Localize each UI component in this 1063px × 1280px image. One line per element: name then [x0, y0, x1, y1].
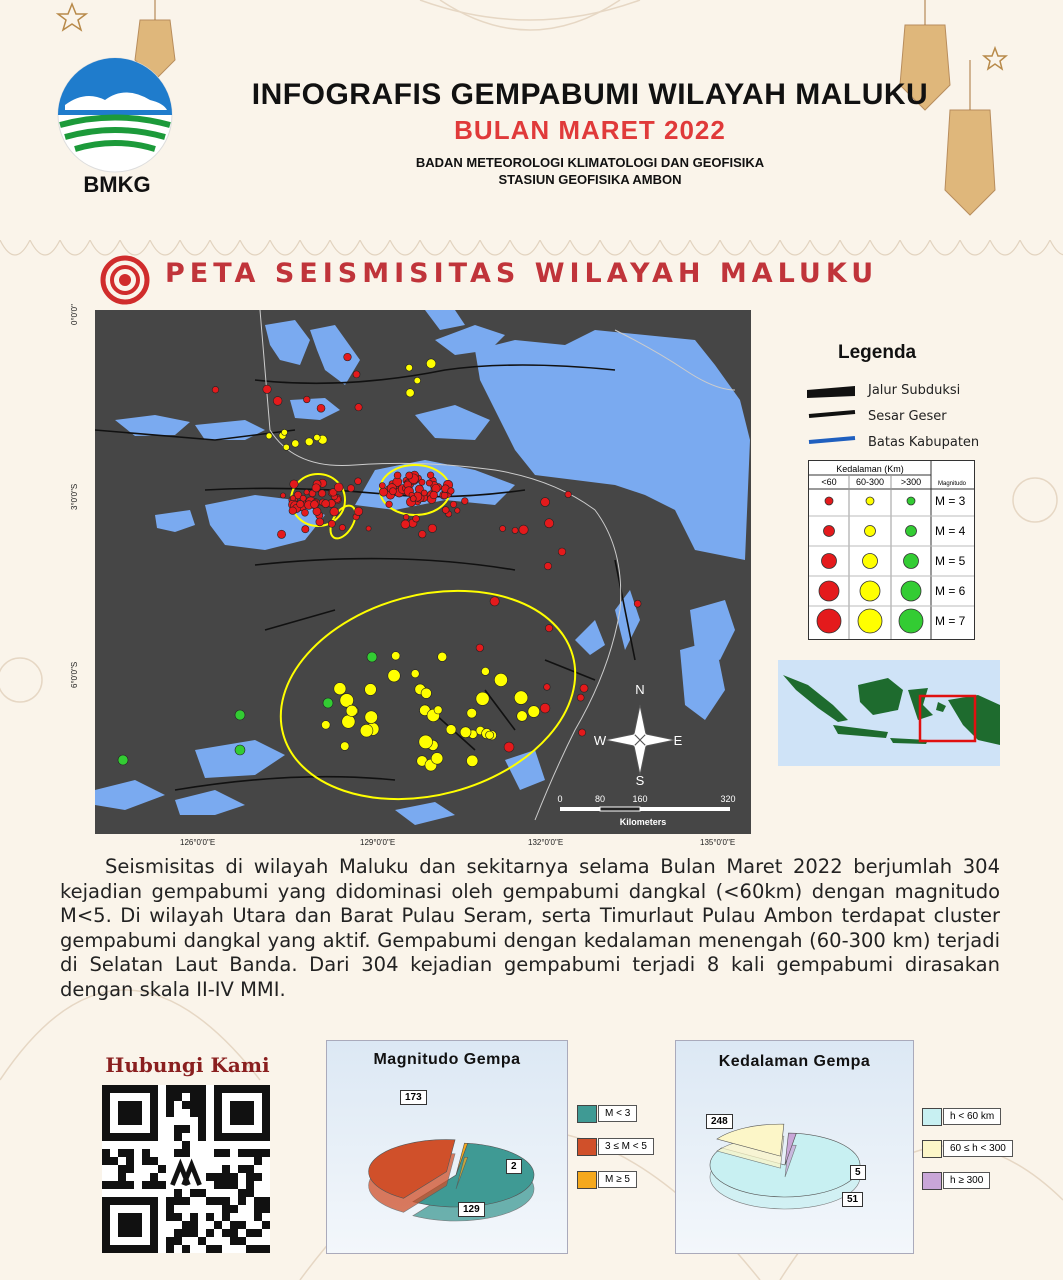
earthquake-point — [419, 735, 433, 749]
earthquake-point — [528, 706, 540, 718]
lon-label-2: 129°0'0"E — [360, 838, 396, 847]
compass-n: N — [635, 682, 645, 697]
earthquake-point — [391, 652, 400, 661]
legend-circle — [817, 609, 841, 633]
earthquake-point — [235, 710, 245, 720]
earthquake-point — [434, 706, 442, 714]
legend-circle — [904, 554, 919, 569]
earthquake-point — [317, 404, 325, 412]
earthquake-point — [419, 479, 425, 485]
earthquake-point — [414, 377, 420, 383]
depth-col-mid: 60-300 — [855, 477, 885, 487]
earthquake-point — [517, 711, 528, 722]
earthquake-point — [411, 670, 419, 678]
legend-circle — [824, 526, 835, 537]
earthquake-point — [421, 490, 427, 496]
earthquake-point — [565, 491, 571, 497]
magnitude-chart-title: Magnitudo Gempa — [373, 1051, 521, 1068]
earthquake-point — [328, 520, 335, 527]
legend-circle — [865, 526, 876, 537]
earthquake-point — [311, 501, 319, 509]
earthquake-point — [360, 724, 373, 737]
legend-circle — [907, 497, 915, 505]
legend-mag-row: M = 6 — [935, 584, 966, 598]
earthquake-point — [289, 507, 297, 515]
earthquake-point — [578, 729, 585, 736]
earthquake-point — [290, 480, 298, 488]
earthquake-point — [558, 548, 566, 556]
earthquake-point — [354, 507, 362, 515]
earthquake-point — [273, 397, 282, 406]
earthquake-point — [394, 472, 401, 479]
logo-text: BMKG — [83, 172, 151, 197]
earthquake-point — [277, 530, 285, 538]
earthquake-point — [476, 692, 489, 705]
earthquake-point — [460, 727, 471, 738]
earthquake-point — [323, 698, 333, 708]
lat-label-3: 6°0'0"S — [70, 661, 79, 688]
earthquake-point — [512, 527, 518, 533]
earthquake-point — [438, 652, 447, 661]
earthquake-point — [541, 498, 550, 507]
earthquake-point — [406, 472, 413, 479]
earthquake-point — [212, 386, 219, 393]
compass-s: S — [635, 773, 645, 788]
description-paragraph — [60, 855, 1000, 1002]
earthquake-point — [316, 518, 324, 526]
compass-e: E — [673, 733, 683, 748]
earthquake-point — [514, 691, 528, 705]
earthquake-point — [427, 472, 434, 479]
earthquake-point — [426, 480, 432, 486]
earthquake-point — [476, 644, 484, 652]
earthquake-point — [461, 498, 468, 505]
earthquake-point — [118, 755, 128, 765]
earthquake-point — [366, 526, 371, 531]
earthquake-point — [580, 684, 588, 692]
depth-swatch-2 — [922, 1172, 942, 1190]
earthquake-point — [303, 396, 310, 403]
earthquake-point — [305, 438, 313, 446]
earthquake-point — [235, 745, 245, 755]
earthquake-point — [334, 483, 343, 492]
depth-chart-title: Kedalaman Gempa — [718, 1053, 871, 1070]
depth-pie — [675, 1040, 912, 1252]
earthquake-point — [388, 670, 400, 682]
magnitude-legend-0: M < 3 — [598, 1105, 637, 1122]
scale-tick-2: 160 — [632, 794, 648, 804]
earthquake-point — [504, 742, 514, 752]
earthquake-point — [314, 434, 321, 441]
depth-label-2: 5 — [850, 1165, 866, 1180]
magnitude-label-2: 2 — [506, 1159, 522, 1174]
earthquake-point — [545, 625, 552, 632]
earthquake-point — [297, 500, 304, 507]
legend-title: Legenda — [838, 342, 917, 363]
earthquake-point — [544, 562, 551, 569]
earthquake-point — [467, 708, 477, 718]
earthquake-point — [455, 508, 460, 513]
depth-swatch-0 — [922, 1108, 942, 1126]
legend-district-boundary: Batas Kabupaten — [868, 435, 980, 450]
magnitude-label-0: 173 — [400, 1090, 427, 1105]
org-line-1: BADAN METEOROLOGI KLIMATOLOGI DAN GEOFISIKA — [415, 155, 765, 170]
magnitude-legend-2: M ≥ 5 — [598, 1171, 637, 1188]
magnitude-swatch-0 — [577, 1105, 597, 1123]
legend-line-icons — [805, 382, 860, 452]
depth-col-shallow: <60 — [821, 477, 837, 487]
earthquake-point — [500, 526, 506, 532]
depth-magnitude-legend — [808, 460, 975, 640]
earthquake-point — [413, 515, 420, 522]
magnitude-label-1: 129 — [458, 1202, 485, 1217]
earthquake-point — [301, 509, 308, 516]
earthquake-point — [330, 507, 339, 516]
earthquake-point — [442, 507, 449, 514]
description-text: Seismisitas di wilayah Maluku dan sekitarnya selama Bulan Maret 2022 berjumlah 304 kejadian gempabumi yang didominasi oleh gempabumi dangkal (<60km) dengan magnitudo M<5. Di wilayah Utara dan Barat Pulau Seram, serta Timurlaut Pulau Ambon terdapat cluster gempabumi dangkal yang aktif. Gempabumi dengan kedalaman menengah (60-300 km) terjadi di Selatan Laut Banda. Dari 304 kejadian gempabumi terjadi 8 kali gempabumi dirasakan dengan skala II-IV MMI. — [60, 855, 1000, 1001]
earthquake-point — [355, 404, 362, 411]
earthquake-point — [280, 493, 285, 498]
earthquake-point — [577, 694, 584, 701]
organization — [150, 154, 1030, 188]
indonesia-inset-map — [778, 660, 1000, 766]
earthquake-point — [389, 488, 396, 495]
earthquake-point — [281, 429, 287, 435]
legend-circle — [906, 526, 917, 537]
earthquake-point — [446, 725, 456, 735]
legend-strike-slip: Sesar Geser — [868, 409, 947, 424]
earthquake-point — [283, 444, 289, 450]
page-title: INFOGRAFIS GEMPABUMI WILAYAH MALUKU — [251, 78, 929, 111]
earthquake-point — [302, 526, 309, 533]
legend-mag-row: M = 7 — [935, 614, 966, 628]
magnitude-pie — [326, 1040, 566, 1252]
legend-circle — [899, 609, 923, 633]
earthquake-point — [318, 490, 325, 497]
depth-header: Kedalaman (Km) — [836, 464, 904, 474]
earthquake-point — [365, 684, 377, 696]
legend-circle — [825, 497, 833, 505]
earthquake-point — [340, 742, 349, 751]
org-line-2: STASIUN GEOFISIKA AMBON — [498, 172, 682, 187]
earthquake-point — [450, 501, 456, 507]
earthquake-point — [448, 488, 455, 495]
earthquake-point — [322, 500, 330, 508]
depth-legend-0: h < 60 km — [943, 1108, 1001, 1125]
legend-circle — [858, 609, 882, 633]
earthquake-point — [367, 652, 377, 662]
depth-label-1: 51 — [842, 1192, 863, 1207]
earthquake-point — [321, 721, 330, 730]
earthquake-point — [406, 364, 413, 371]
earthquake-point — [379, 488, 387, 496]
depth-swatch-1 — [922, 1140, 942, 1158]
earthquake-point — [544, 684, 551, 691]
earthquake-point — [494, 673, 507, 686]
earthquake-point — [467, 755, 478, 766]
lat-label-1: 0°0'0" — [70, 304, 79, 325]
earthquake-point — [441, 492, 448, 499]
earthquake-point — [346, 705, 357, 716]
compass-w: W — [593, 733, 607, 748]
earthquake-point — [421, 688, 431, 698]
legend-mag-row: M = 3 — [935, 494, 966, 508]
earthquake-point — [355, 478, 362, 485]
depth-col-deep: >300 — [900, 477, 922, 487]
earthquake-point — [545, 519, 554, 528]
earthquake-point — [266, 433, 272, 439]
legend-subduction: Jalur Subduksi — [868, 383, 961, 398]
earthquake-point — [490, 597, 499, 606]
earthquake-point — [347, 485, 354, 492]
earthquake-point — [334, 683, 346, 695]
lon-label-4: 135°0'0"E — [700, 838, 736, 847]
earthquake-point — [344, 353, 352, 361]
contact-label: Hubungi Kami — [105, 1053, 270, 1077]
seismicity-map — [95, 310, 751, 834]
earthquake-point — [304, 489, 309, 494]
legend-circle — [819, 581, 839, 601]
lat-label-2: 3°0'0"S — [70, 483, 79, 510]
magnitude-swatch-1 — [577, 1138, 597, 1156]
earthquake-point — [403, 514, 409, 520]
scale-unit: Kilometers — [619, 817, 667, 827]
earthquake-point — [481, 667, 489, 675]
earthquake-point — [386, 501, 393, 508]
depth-label-0: 248 — [706, 1114, 733, 1129]
lon-label-3: 132°0'0"E — [528, 838, 564, 847]
earthquake-point — [365, 711, 378, 724]
legend-circle — [863, 554, 878, 569]
earthquake-point — [339, 524, 345, 530]
depth-legend-2: h ≥ 300 — [943, 1172, 990, 1189]
legend-mag-row: M = 5 — [935, 554, 966, 568]
earthquake-point — [486, 731, 494, 739]
legend-circle — [901, 581, 921, 601]
lon-label-1: 126°0'0"E — [180, 838, 216, 847]
earthquake-point — [540, 703, 550, 713]
earthquake-point — [634, 600, 641, 607]
earthquake-point — [419, 530, 426, 537]
earthquake-point — [519, 525, 528, 534]
legend-mag-row: M = 4 — [935, 524, 966, 538]
legend-circle — [866, 497, 874, 505]
earthquake-point — [292, 440, 299, 447]
legend-circle — [822, 554, 837, 569]
earthquake-point — [410, 496, 416, 502]
earthquake-point — [342, 715, 355, 728]
legend-circle — [860, 581, 880, 601]
earthquake-point — [353, 371, 360, 378]
target-icon — [100, 255, 150, 305]
depth-legend-1: 60 ≤ h < 300 — [943, 1140, 1013, 1157]
scale-tick-1: 80 — [594, 794, 606, 804]
qr-code-icon[interactable] — [102, 1085, 270, 1253]
scale-tick-0: 0 — [557, 794, 563, 804]
earthquake-point — [379, 483, 385, 489]
scale-tick-3: 320 — [720, 794, 736, 804]
earthquake-point — [428, 524, 436, 532]
earthquake-point — [431, 753, 443, 765]
section-title: PETA SEISMISITAS WILAYAH MALUKU — [165, 258, 879, 289]
earthquake-point — [406, 389, 414, 397]
earthquake-point — [290, 495, 295, 500]
earthquake-point — [401, 520, 410, 529]
magnitude-swatch-2 — [577, 1171, 597, 1189]
earthquake-point — [312, 484, 320, 492]
mag-header: Magnitudo — [937, 481, 967, 487]
earthquake-point — [430, 491, 438, 499]
magnitude-legend-1: 3 ≤ M < 5 — [598, 1138, 654, 1155]
earthquake-point — [263, 385, 271, 393]
earthquake-point — [426, 359, 435, 368]
page-subtitle: BULAN MARET 2022 — [454, 115, 726, 145]
